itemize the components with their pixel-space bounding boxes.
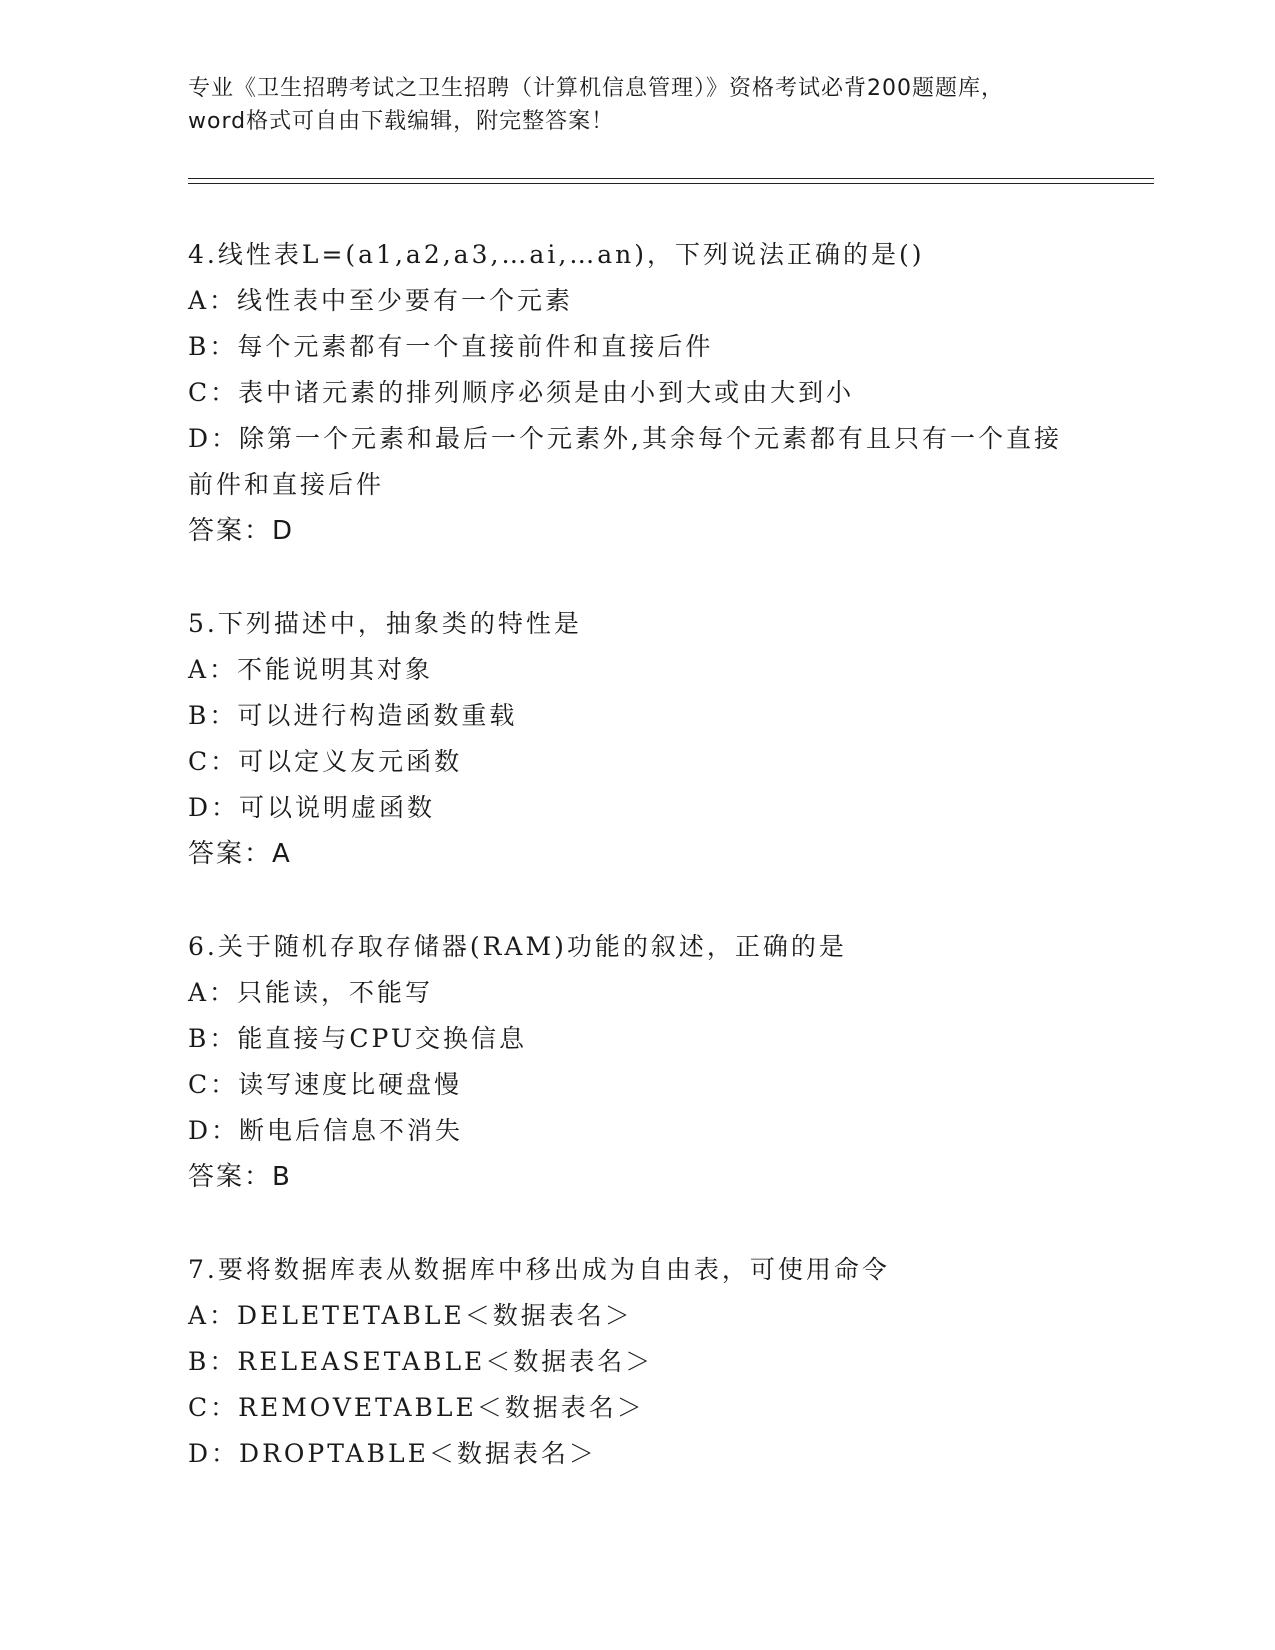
option-d: D：DROPTABLE＜数据表名＞ <box>188 1439 597 1468</box>
option-c: C：表中诸元素的排列顺序必须是由小到大或由大到小 <box>188 378 855 407</box>
question-item <box>188 1247 1088 1477</box>
option-c: C：REMOVETABLE＜数据表名＞ <box>188 1393 645 1422</box>
answer-label: 答案：D <box>188 516 295 546</box>
question-list <box>188 232 1088 1524</box>
option-c: C：读写速度比硬盘慢 <box>188 1070 463 1099</box>
option-b: B：可以进行构造函数重载 <box>188 701 518 730</box>
option-a: A：不能说明其对象 <box>188 655 434 684</box>
option-d: D：除第一个元素和最后一个元素外,其余每个元素都有且只有一个直接前件和直接后件 <box>188 424 1062 499</box>
option-b: B：能直接与CPU交换信息 <box>188 1024 527 1053</box>
document-header <box>188 72 1088 138</box>
option-a: A：线性表中至少要有一个元素 <box>188 286 574 315</box>
option-a: A：只能读，不能写 <box>188 978 434 1007</box>
answer-label: 答案：B <box>188 1162 292 1192</box>
option-a: A：DELETETABLE＜数据表名＞ <box>188 1301 633 1330</box>
question-stem: 4.线性表L=(a1,a2,a3,…ai,…an)，下列说法正确的是() <box>188 240 925 269</box>
option-b: B：每个元素都有一个直接前件和直接后件 <box>188 332 714 361</box>
question-stem: 6.关于随机存取存储器(RAM)功能的叙述，正确的是 <box>188 932 847 961</box>
header-line-2: word格式可自由下载编辑，附完整答案！ <box>188 109 615 134</box>
question-item <box>188 232 1088 554</box>
header-line-1: 专业《卫生招聘考试之卫生招聘（计算机信息管理）》资格考试必背200题题库， <box>188 76 1004 101</box>
question-stem: 7.要将数据库表从数据库中移出成为自由表，可使用命令 <box>188 1255 890 1284</box>
question-item <box>188 601 1088 877</box>
answer-label: 答案：A <box>188 839 292 869</box>
option-d: D：可以说明虚函数 <box>188 793 436 822</box>
question-item <box>188 924 1088 1200</box>
option-b: B：RELEASETABLE＜数据表名＞ <box>188 1347 654 1376</box>
header-divider-bottom <box>188 183 1154 184</box>
question-stem: 5.下列描述中，抽象类的特性是 <box>188 609 582 638</box>
header-divider-top <box>188 178 1154 179</box>
option-c: C：可以定义友元函数 <box>188 747 463 776</box>
option-d: D：断电后信息不消失 <box>188 1116 464 1145</box>
